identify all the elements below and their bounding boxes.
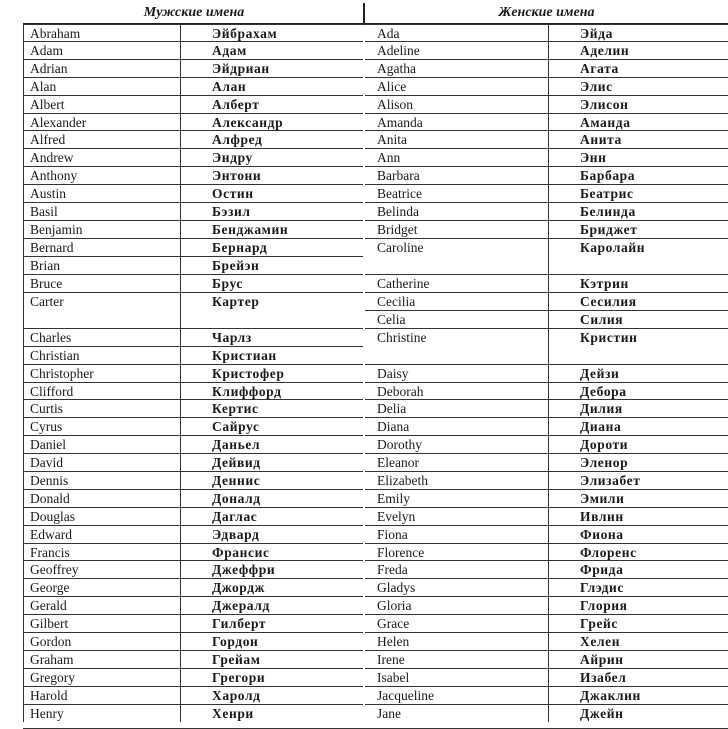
male-name-row bbox=[23, 525, 363, 543]
female-name-russian: Бриджет bbox=[580, 222, 638, 237]
male-name-russian: Остин bbox=[212, 186, 254, 201]
male-name-row bbox=[23, 274, 363, 292]
male-name-english: Donald bbox=[23, 490, 181, 507]
male-name-english: Albert bbox=[23, 96, 181, 113]
female-name-russian: Беатрис bbox=[580, 186, 634, 201]
male-name-russian: Бернард bbox=[212, 240, 268, 255]
male-name-english: Gregory bbox=[23, 669, 181, 686]
female-name-english: Bridget bbox=[365, 221, 549, 238]
male-name-row bbox=[23, 41, 363, 59]
male-name-russian: Грегори bbox=[212, 670, 266, 685]
female-name-russian: Дилия bbox=[580, 401, 623, 416]
male-name-russian: Кертис bbox=[212, 401, 259, 416]
female-name-russian: Эйда bbox=[580, 26, 613, 41]
male-name-russian: Доналд bbox=[212, 491, 261, 506]
male-name-row bbox=[23, 686, 363, 704]
female-name-row bbox=[365, 704, 728, 722]
male-name-russian: Брус bbox=[212, 276, 243, 291]
male-name-english: Charles bbox=[23, 329, 181, 346]
male-names-header: Мужские имена bbox=[143, 5, 245, 20]
female-name-russian: Джаклин bbox=[580, 688, 641, 703]
names-sheet bbox=[23, 3, 728, 728]
female-name-row bbox=[365, 489, 728, 507]
female-name-russian: Агата bbox=[580, 61, 619, 76]
male-name-russian: Эндру bbox=[212, 150, 253, 165]
male-name-russian: Дейвид bbox=[212, 455, 261, 470]
female-name-row bbox=[365, 184, 728, 202]
male-name-english: Curtis bbox=[23, 400, 181, 417]
male-name-row bbox=[23, 382, 363, 399]
male-name-russian: Алан bbox=[212, 79, 247, 94]
female-name-russian: Дебора bbox=[580, 384, 627, 399]
male-name-row bbox=[23, 453, 363, 471]
female-name-russian: Элисон bbox=[580, 97, 629, 112]
male-name-english: David bbox=[23, 454, 181, 471]
female-name-english: Daisy bbox=[365, 365, 549, 382]
female-name-english: Helen bbox=[365, 633, 549, 650]
male-name-row bbox=[23, 148, 363, 166]
male-name-english: Francis bbox=[23, 544, 181, 560]
female-name-english: Beatrice bbox=[365, 185, 549, 202]
male-name-row bbox=[23, 238, 363, 256]
male-name-english: Gordon bbox=[23, 633, 181, 650]
male-name-russian: Клиффорд bbox=[212, 384, 282, 399]
male-name-english: Adrian bbox=[23, 60, 181, 77]
female-name-russian: Ивлин bbox=[580, 509, 624, 524]
female-name-russian: Айрин bbox=[580, 652, 624, 667]
male-name-row bbox=[23, 704, 363, 722]
female-name-english: Irene bbox=[365, 651, 549, 668]
male-name-english: Carter bbox=[23, 293, 181, 328]
female-name-row bbox=[365, 614, 728, 632]
male-name-english: Andrew bbox=[23, 149, 181, 166]
female-name-row bbox=[365, 543, 728, 560]
male-name-english: Brian bbox=[23, 257, 181, 274]
female-name-english: Ann bbox=[365, 149, 549, 166]
column-headers bbox=[23, 3, 728, 23]
male-name-row bbox=[23, 560, 363, 578]
male-name-russian: Даглас bbox=[212, 509, 258, 524]
female-name-row bbox=[365, 77, 728, 95]
female-name-english: Eleanor bbox=[365, 454, 549, 471]
female-name-russian: Глэдис bbox=[580, 580, 624, 595]
male-name-row bbox=[23, 507, 363, 525]
male-name-russian: Картер bbox=[212, 294, 260, 309]
male-name-english: Edward bbox=[23, 526, 181, 543]
male-name-russian: Энтони bbox=[212, 168, 262, 183]
male-name-row bbox=[23, 578, 363, 596]
female-name-english: Florence bbox=[365, 544, 549, 560]
female-name-english: Jacqueline bbox=[365, 687, 549, 704]
female-name-russian: Фрида bbox=[580, 562, 624, 577]
female-name-english: Caroline bbox=[365, 239, 549, 274]
female-name-english: Deborah bbox=[365, 383, 549, 399]
male-name-english: Alexander bbox=[23, 114, 181, 130]
male-name-russian: Бенджамин bbox=[212, 222, 289, 237]
male-name-row bbox=[23, 59, 363, 77]
header-divider bbox=[363, 3, 365, 25]
male-name-english: Adam bbox=[23, 42, 181, 59]
male-name-row bbox=[23, 364, 363, 382]
male-name-english: Graham bbox=[23, 651, 181, 668]
female-name-russian: Аделин bbox=[580, 43, 630, 58]
female-name-row bbox=[365, 560, 728, 578]
male-name-russian: Кристофер bbox=[212, 366, 285, 381]
female-name-russian: Дейзи bbox=[580, 366, 620, 381]
male-name-row bbox=[23, 328, 363, 346]
female-name-russian: Дороти bbox=[580, 437, 629, 452]
male-name-english: Abraham bbox=[23, 25, 181, 41]
male-name-english: Anthony bbox=[23, 167, 181, 184]
female-name-english: Celia bbox=[365, 311, 549, 328]
female-name-english: Grace bbox=[365, 615, 549, 632]
female-name-row bbox=[365, 328, 728, 364]
male-name-russian: Хенри bbox=[212, 706, 254, 721]
female-name-english: Gloria bbox=[365, 597, 549, 614]
male-name-row bbox=[23, 292, 363, 328]
female-name-row bbox=[365, 453, 728, 471]
female-name-russian: Элис bbox=[580, 79, 613, 94]
female-name-russian: Флоренс bbox=[580, 545, 637, 560]
male-name-russian: Эйбрахам bbox=[212, 26, 278, 41]
male-name-english: Alfred bbox=[23, 131, 181, 148]
female-name-russian: Кэтрин bbox=[580, 276, 629, 291]
female-name-russian: Фиона bbox=[580, 527, 624, 542]
male-name-russian: Сайрус bbox=[212, 419, 260, 434]
male-name-russian: Деннис bbox=[212, 473, 261, 488]
male-name-row bbox=[23, 77, 363, 95]
male-name-row bbox=[23, 220, 363, 238]
female-name-english: Christine bbox=[365, 329, 549, 364]
male-name-english: Cyrus bbox=[23, 418, 181, 435]
female-name-row bbox=[365, 166, 728, 184]
male-name-row bbox=[23, 130, 363, 148]
female-name-english: Alice bbox=[365, 78, 549, 95]
male-name-english: Douglas bbox=[23, 508, 181, 525]
male-name-english: Clifford bbox=[23, 383, 181, 399]
female-name-english: Gladys bbox=[365, 579, 549, 596]
male-name-row bbox=[23, 202, 363, 220]
female-name-english: Elizabeth bbox=[365, 472, 549, 489]
male-name-english: Christopher bbox=[23, 365, 181, 382]
female-name-russian: Изабел bbox=[580, 670, 627, 685]
male-name-row bbox=[23, 113, 363, 130]
female-name-english: Belinda bbox=[365, 203, 549, 220]
female-name-russian: Каролайн bbox=[580, 240, 646, 255]
male-name-russian: Эйдриан bbox=[212, 61, 270, 76]
male-name-row bbox=[23, 166, 363, 184]
female-name-row bbox=[365, 399, 728, 417]
male-name-row bbox=[23, 184, 363, 202]
male-name-english: George bbox=[23, 579, 181, 596]
male-name-english: Henry bbox=[23, 705, 181, 722]
female-name-russian: Энн bbox=[580, 150, 607, 165]
female-name-russian: Элизабет bbox=[580, 473, 641, 488]
male-name-russian: Харолд bbox=[212, 688, 261, 703]
male-name-english: Harold bbox=[23, 687, 181, 704]
female-name-english: Delia bbox=[365, 400, 549, 417]
male-name-row bbox=[23, 417, 363, 435]
female-name-english: Ada bbox=[365, 25, 549, 41]
female-name-english: Cecilia bbox=[365, 293, 549, 310]
male-name-row bbox=[23, 632, 363, 650]
female-name-russian: Хелен bbox=[580, 634, 621, 649]
female-name-row bbox=[365, 148, 728, 166]
male-name-english: Alan bbox=[23, 78, 181, 95]
female-name-row bbox=[365, 274, 728, 292]
male-name-row bbox=[23, 256, 363, 274]
female-name-row bbox=[365, 220, 728, 238]
female-name-row bbox=[365, 382, 728, 399]
male-name-russian: Даньел bbox=[212, 437, 261, 452]
male-name-russian: Александр bbox=[212, 115, 284, 130]
female-name-row bbox=[365, 507, 728, 525]
female-name-russian: Белинда bbox=[580, 204, 636, 219]
female-name-row bbox=[365, 41, 728, 59]
male-name-russian: Чарлз bbox=[212, 330, 252, 345]
female-name-russian: Эмили bbox=[580, 491, 625, 506]
female-name-row bbox=[365, 471, 728, 489]
female-name-english: Freda bbox=[365, 561, 549, 578]
female-name-row bbox=[365, 632, 728, 650]
female-name-russian: Барбара bbox=[580, 168, 636, 183]
female-name-row bbox=[365, 578, 728, 596]
female-name-english: Adeline bbox=[365, 42, 549, 59]
female-name-row bbox=[365, 417, 728, 435]
male-name-row bbox=[23, 596, 363, 614]
female-name-row bbox=[365, 130, 728, 148]
male-name-russian: Грейам bbox=[212, 652, 261, 667]
male-name-russian: Алберт bbox=[212, 97, 260, 112]
female-name-english: Barbara bbox=[365, 167, 549, 184]
male-name-russian: Гилберт bbox=[212, 616, 267, 631]
male-name-row bbox=[23, 435, 363, 453]
male-name-row bbox=[23, 24, 363, 41]
female-name-english: Dorothy bbox=[365, 436, 549, 453]
male-name-row bbox=[23, 471, 363, 489]
female-name-english: Isabel bbox=[365, 669, 549, 686]
female-name-english: Alison bbox=[365, 96, 549, 113]
female-name-row bbox=[365, 59, 728, 77]
female-name-row bbox=[365, 95, 728, 113]
male-name-row bbox=[23, 489, 363, 507]
female-name-russian: Эленор bbox=[580, 455, 629, 470]
male-name-english: Gerald bbox=[23, 597, 181, 614]
male-name-russian: Джордж bbox=[212, 580, 266, 595]
male-name-english: Geoffrey bbox=[23, 561, 181, 578]
female-name-row bbox=[365, 668, 728, 686]
female-name-row bbox=[365, 525, 728, 543]
female-name-russian: Аманда bbox=[580, 115, 631, 130]
male-name-russian: Алфред bbox=[212, 132, 263, 147]
female-name-row bbox=[365, 435, 728, 453]
male-name-russian: Кристиан bbox=[212, 348, 277, 363]
female-name-row bbox=[365, 650, 728, 668]
female-name-english: Catherine bbox=[365, 275, 549, 292]
female-name-english: Anita bbox=[365, 131, 549, 148]
male-name-english: Dennis bbox=[23, 472, 181, 489]
male-name-row bbox=[23, 399, 363, 417]
female-name-russian: Кристин bbox=[580, 330, 638, 345]
male-name-english: Bernard bbox=[23, 239, 181, 256]
female-name-english: Amanda bbox=[365, 114, 549, 130]
male-name-row bbox=[23, 95, 363, 113]
male-name-row bbox=[23, 346, 363, 364]
male-name-russian: Джералд bbox=[212, 598, 270, 613]
male-name-russian: Джеффри bbox=[212, 562, 276, 577]
male-name-english: Gilbert bbox=[23, 615, 181, 632]
male-name-russian: Франсис bbox=[212, 545, 270, 560]
male-name-row bbox=[23, 543, 363, 560]
male-name-russian: Гордон bbox=[212, 634, 259, 649]
male-name-russian: Брейэн bbox=[212, 258, 260, 273]
female-name-russian: Глория bbox=[580, 598, 628, 613]
female-name-english: Fiona bbox=[365, 526, 549, 543]
male-name-row bbox=[23, 650, 363, 668]
female-name-russian: Джейн bbox=[580, 706, 624, 721]
male-name-russian: Бэзил bbox=[212, 204, 251, 219]
female-name-russian: Сесилия bbox=[580, 294, 637, 309]
male-name-english: Christian bbox=[23, 347, 181, 364]
male-name-row bbox=[23, 668, 363, 686]
female-name-english: Agatha bbox=[365, 60, 549, 77]
female-names-header: Женские имена bbox=[498, 5, 595, 20]
male-name-english: Austin bbox=[23, 185, 181, 202]
female-name-russian: Грейс bbox=[580, 616, 619, 631]
female-name-row bbox=[365, 686, 728, 704]
male-name-row bbox=[23, 614, 363, 632]
female-name-english: Emily bbox=[365, 490, 549, 507]
female-name-english: Evelyn bbox=[365, 508, 549, 525]
male-name-english: Basil bbox=[23, 203, 181, 220]
female-name-row bbox=[365, 364, 728, 382]
female-name-russian: Силия bbox=[580, 312, 624, 327]
female-name-row bbox=[365, 596, 728, 614]
female-name-row bbox=[365, 24, 728, 41]
male-name-english: Benjamin bbox=[23, 221, 181, 238]
female-name-russian: Диана bbox=[580, 419, 622, 434]
female-name-row bbox=[365, 292, 728, 310]
female-name-english: Diana bbox=[365, 418, 549, 435]
male-name-english: Daniel bbox=[23, 436, 181, 453]
male-name-russian: Адам bbox=[212, 43, 247, 58]
male-name-english: Bruce bbox=[23, 275, 181, 292]
female-name-row bbox=[365, 310, 728, 328]
female-name-english: Jane bbox=[365, 705, 549, 722]
male-name-russian: Эдвард bbox=[212, 527, 260, 542]
female-name-row bbox=[365, 238, 728, 274]
female-name-row bbox=[365, 113, 728, 130]
female-name-row bbox=[365, 202, 728, 220]
female-name-russian: Анита bbox=[580, 132, 622, 147]
